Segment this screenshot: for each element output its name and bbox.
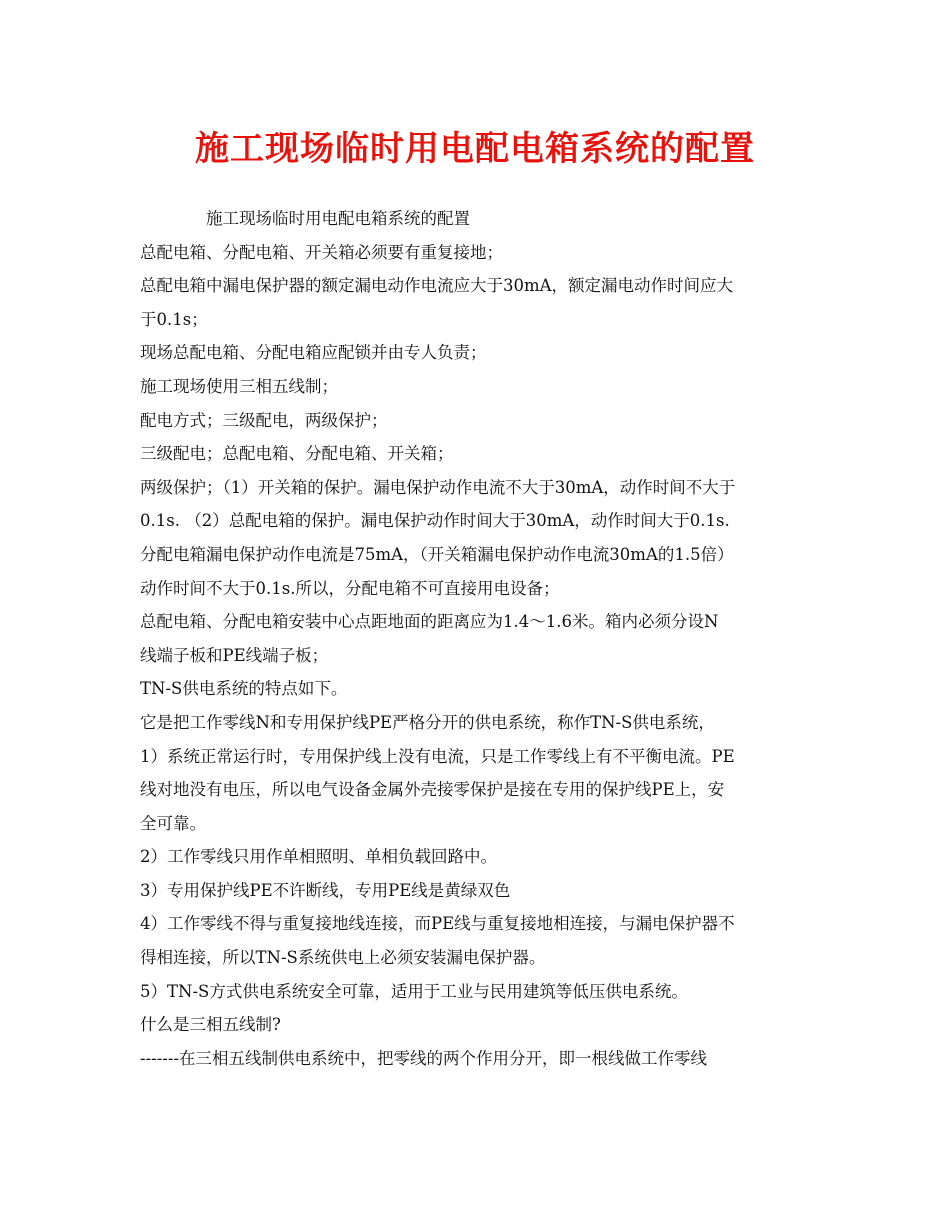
document-body (140, 202, 812, 1075)
body-line: 配电方式；三级配电，两级保护； (140, 410, 388, 430)
body-line-intro: 施工现场临时用电配电箱系统的配置 (206, 209, 470, 228)
body-line: TN-S供电系统的特点如下。 (140, 679, 348, 699)
body-line: 总配电箱、分配电箱、开关箱必须要有重复接地； (140, 242, 503, 262)
body-line: 它是把工作零线N和专用保护线PE严格分开的供电系统，称作TN-S供电系统， (140, 712, 715, 732)
body-line: 总配电箱、分配电箱安装中心点距地面的距离应为1.4～1.6米。箱内必须分设N (140, 612, 719, 632)
body-line: 什么是三相五线制? (140, 1015, 281, 1035)
document-title: 施工现场临时用电配电箱系统的配置 (195, 129, 755, 169)
body-line: 两级保护；（1）开关箱的保护。漏电保护动作电流不大于30mA，动作时间不大于 (140, 477, 736, 497)
body-line: 施工现场使用三相五线制； (140, 376, 338, 396)
body-line: 全可靠。 (140, 813, 206, 833)
body-line: 于0.1s； (140, 309, 208, 329)
body-line: 2）工作零线只用作单相照明、单相负载回路中。 (140, 847, 497, 867)
body-line: 现场总配电箱、分配电箱应配锁并由专人负责； (140, 343, 487, 363)
body-line: 总配电箱中漏电保护器的额定漏电动作电流应大于30mA，额定漏电动作时间应大 (140, 276, 734, 296)
body-line: 3）专用保护线PE不许断线，专用PE线是黄绿双色 (140, 880, 511, 900)
body-line: 线对地没有电压，所以电气设备金属外壳接零保护是接在专用的保护线PE上，安 (140, 780, 725, 800)
body-line: 分配电箱漏电保护动作电流是75mA，（开关箱漏电保护动作电流30mA的1.5倍） (140, 544, 734, 564)
body-line: 1）系统正常运行时，专用保护线上没有电流，只是工作零线上有不平衡电流。PE (140, 746, 735, 766)
body-line: 三级配电；总配电箱、分配电箱、开关箱； (140, 444, 454, 464)
body-line: 得相连接，所以TN-S系统供电上必须安装漏电保护器。 (140, 948, 546, 968)
body-line: 0.1s. （2）总配电箱的保护。漏电保护动作时间大于30mA，动作时间大于0.1s. (140, 511, 730, 531)
body-line: 5）TN-S方式供电系统安全可靠，适用于工业与民用建筑等低压供电系统。 (140, 981, 688, 1001)
body-line: 线端子板和PE线端子板； (140, 645, 329, 665)
body-line: -------在三相五线制供电系统中，把零线的两个作用分开，即一根线做工作零线 (140, 1048, 708, 1068)
body-line: 动作时间不大于0.1s.所以，分配电箱不可直接用电设备； (140, 578, 560, 598)
body-line: 4）工作零线不得与重复接地线连接，而PE线与重复接地相连接，与漏电保护器不 (140, 914, 735, 934)
